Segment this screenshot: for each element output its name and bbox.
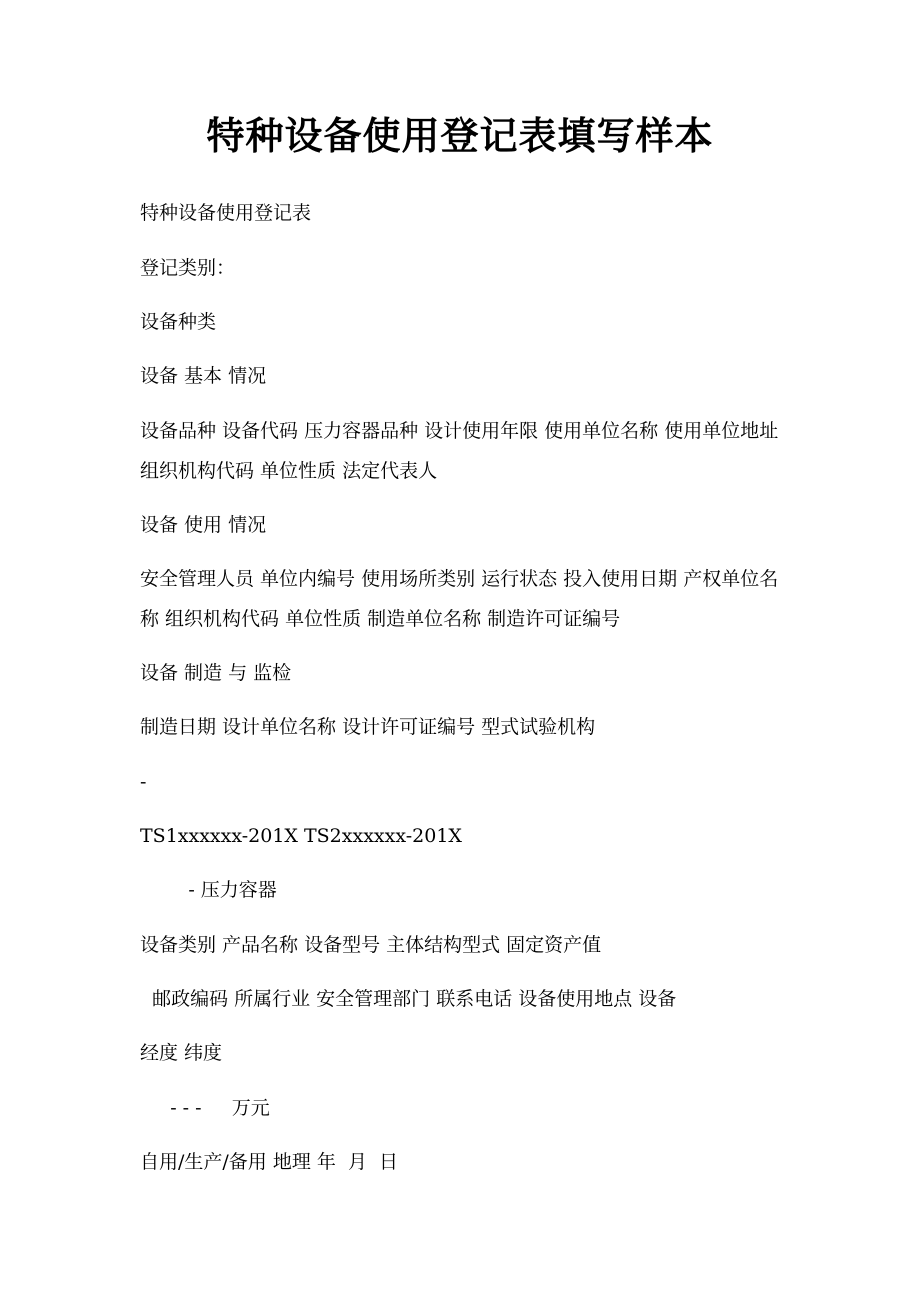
pressure-vessel-line: - 压力容器 (140, 879, 277, 901)
document-title: 特种设备使用登记表填写样本 (206, 113, 714, 158)
contact-fields: 邮政编码 所属行业 安全管理部门 联系电话 设备使用地点 设备 (140, 988, 677, 1010)
section-manufacture-inspection: 设备 制造 与 监检 (140, 662, 292, 684)
form-heading: 特种设备使用登记表 (140, 202, 312, 224)
dash-line: - (140, 771, 147, 793)
usage-status-date-line: 自用/生产/备用 地理 年 月 日 (140, 1151, 399, 1173)
basic-info-fields: 设备品种 设备代码 压力容器品种 设计使用年限 使用单位名称 使用单位地址 组织机构代码 单位性质 法定代表人 (140, 420, 785, 482)
manufacture-fields: 制造日期 设计单位名称 设计许可证编号 型式试验机构 (140, 716, 596, 738)
usage-info-fields: 安全管理人员 单位内编号 使用场所类别 运行状态 投入使用日期 产权单位名称 组织机构代码 单位性质 制造单位名称 制造许可证编号 (140, 568, 779, 630)
equipment-type-label: 设备种类 (140, 311, 217, 333)
asset-value-line: - - - 万元 (140, 1097, 270, 1119)
registration-category-label: 登记类别： (140, 257, 236, 279)
section-usage-info: 设备 使用 情况 (140, 514, 267, 536)
equipment-category-fields: 设备类别 产品名称 设备型号 主体结构型式 固定资产值 (140, 934, 602, 956)
coordinates-fields: 经度 纬度 (140, 1042, 223, 1064)
license-numbers: TS1xxxxxx-201X TS2xxxxxx-201X (140, 825, 462, 847)
section-basic-info: 设备 基本 情况 (140, 365, 267, 387)
